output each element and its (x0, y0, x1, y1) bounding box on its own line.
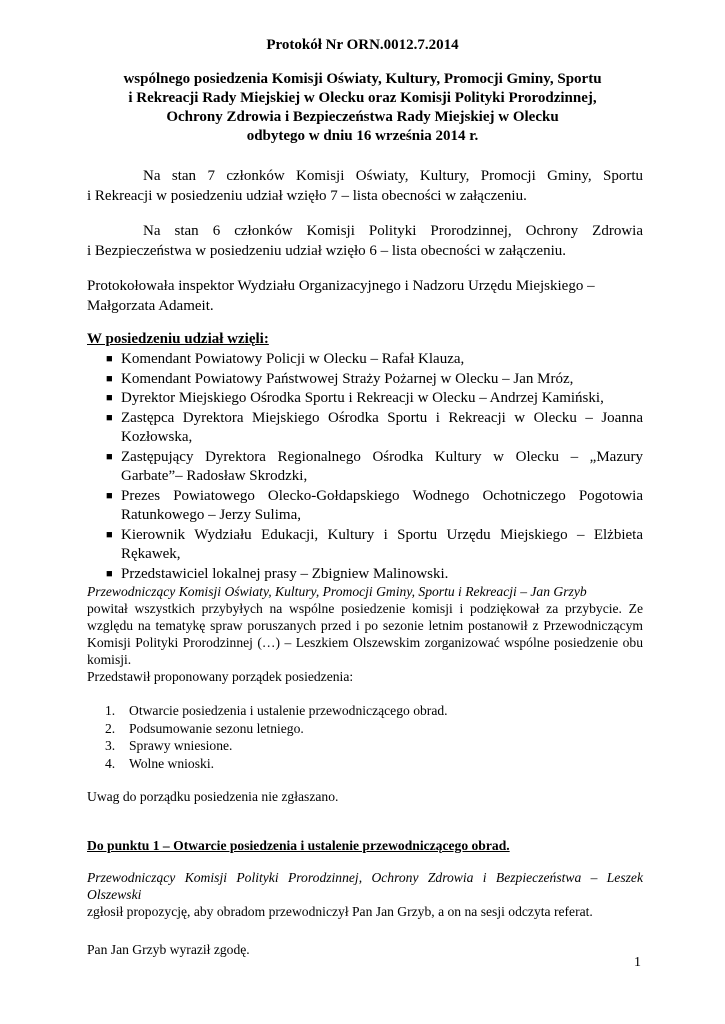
attendance-line: Na stan 7 członków Komisji Oświaty, Kultury, Promocji Gminy, Sportu (143, 168, 643, 184)
point1-speaker: Przewodniczący Komisji Polityki Prorodzinnej, Ochrony Zdrowia i Bezpieczeństwa – Leszek Olszewski (87, 870, 643, 902)
attendance-line: Na stan 6 członków Komisji Polityki Prorodzinnej, Ochrony Zdrowia (143, 223, 643, 239)
list-item: 2. Podsumowanie sezonu letniego. (105, 720, 304, 736)
protocol-subtitle (80, 70, 645, 146)
bullet-icon: ■ (106, 392, 113, 404)
attendance-commission-2 (87, 222, 643, 261)
bullet-icon: ■ (106, 489, 113, 502)
list-item: ■ Zastępujący Dyrektora Regionalnego Ośrodka Kultury w Olecku – „Mazury Garbate”– Radosław Skrodzki, (106, 448, 643, 484)
list-item: 3. Sprawy wniesione. (105, 738, 233, 753)
list-item: ■ Dyrektor Miejskiego Ośrodka Sportu i Rekreacji w Olecku – Andrzej Kamiński, (87, 389, 643, 409)
subtitle-line: i Rekreacji Rady Miejskiej w Olecku oraz Komisji Polityki Prorodzinnej, (128, 90, 597, 106)
list-item: ■ Komendant Powiatowy Państwowej Straży Pożarnej w Olecku – Jan Mróz, (87, 370, 643, 390)
list-item: 4. Wolne wnioski. (105, 755, 214, 771)
bullet-icon: ■ (106, 353, 113, 365)
bullet-icon: ■ (106, 450, 113, 463)
attendance-line: i Rekreacji w posiedzeniu udział wzięło 7 – lista obecności w załączeniu. (87, 187, 527, 204)
opening-paragraph (87, 583, 643, 685)
agenda-list (105, 702, 448, 772)
no-remarks-note: Uwag do porządku posiedzenia nie zgłaszano. (87, 789, 339, 804)
opening-text: powitał wszystkich przybyłych na wspólne posiedzenie komisji i podziękował za przybycie. Ze względu na tematykę spraw poruszanych przed i po sezonie letnim postanowił z Przewodniczącym Komisji Polityki Prorodzinnej (…) – Leszkiem Olszewskim zorganizować wspólne posiedzenie obu komisji. (87, 601, 643, 667)
point1-agreement: Pan Jan Grzyb wyraził zgodę. (87, 942, 250, 957)
recorder-note (87, 277, 643, 316)
list-item: ■ Komendant Powiatowy Policji w Olecku – Rafał Klauza, (87, 350, 643, 370)
subtitle-line: odbytego w dniu 16 września 2014 r. (246, 128, 479, 144)
bullet-icon: ■ (106, 372, 113, 385)
subtitle-line: wspólnego posiedzenia Komisji Oświaty, Kultury, Promocji Gminy, Sportu (123, 71, 602, 87)
list-item: 1. Otwarcie posiedzenia i ustalenie przewodniczącego obrad. (105, 703, 448, 718)
page-number: 1 (634, 955, 641, 970)
bullet-icon: ■ (106, 411, 113, 424)
participants-list (87, 350, 643, 584)
participants-heading: W posiedzeniu udział wzięli: (87, 331, 269, 347)
agenda-intro: Przedstawił proponowany porządek posiedzenia: (87, 669, 354, 684)
list-item: ■ Zastępca Dyrektora Miejskiego Ośrodka Sportu i Rekreacji w Olecku – Joanna Kozłowska, (106, 409, 643, 445)
point1-heading: Do punktu 1 – Otwarcie posiedzenia i ustalenie przewodniczącego obrad. (87, 838, 510, 853)
recorder-line: Protokołowała inspektor Wydziału Organizacyjnego i Nadzoru Urzędu Miejskiego – (87, 278, 595, 294)
bullet-icon: ■ (106, 567, 113, 580)
bullet-icon: ■ (106, 528, 113, 541)
list-item: ■ Prezes Powiatowego Olecko-Gołdapskiego Wodnego Ochotniczego Pogotowia Ratunkowego – Jerzy Sulima, (106, 487, 643, 523)
recorder-line: Małgorzata Adameit. (87, 297, 214, 314)
subtitle-line: Ochrony Zdrowia i Bezpieczeństwa Rady Miejskiej w Olecku (166, 109, 559, 125)
protocol-title: Protokół Nr ORN.0012.7.2014 (266, 37, 459, 53)
attendance-commission-1 (87, 167, 643, 206)
point1-proposal: zgłosił propozycję, aby obradom przewodniczył Pan Jan Grzyb, a on na sesji odczyta referat. (87, 904, 593, 919)
list-item: ■ Kierownik Wydziału Edukacji, Kultury i Sportu Urzędu Miejskiego – Elżbieta Rękawek, (106, 526, 643, 562)
opening-speaker: Przewodniczący Komisji Oświaty, Kultury, Promocji Gminy, Sportu i Rekreacji – Jan Grzyb (87, 584, 587, 599)
point1-paragraph (87, 869, 643, 920)
attendance-line: i Bezpieczeństwa w posiedzeniu udział wzięło 6 – lista obecności w załączeniu. (87, 242, 566, 259)
list-item: ■ Przedstawiciel lokalnej prasy – Zbigniew Malinowski. (87, 565, 643, 585)
